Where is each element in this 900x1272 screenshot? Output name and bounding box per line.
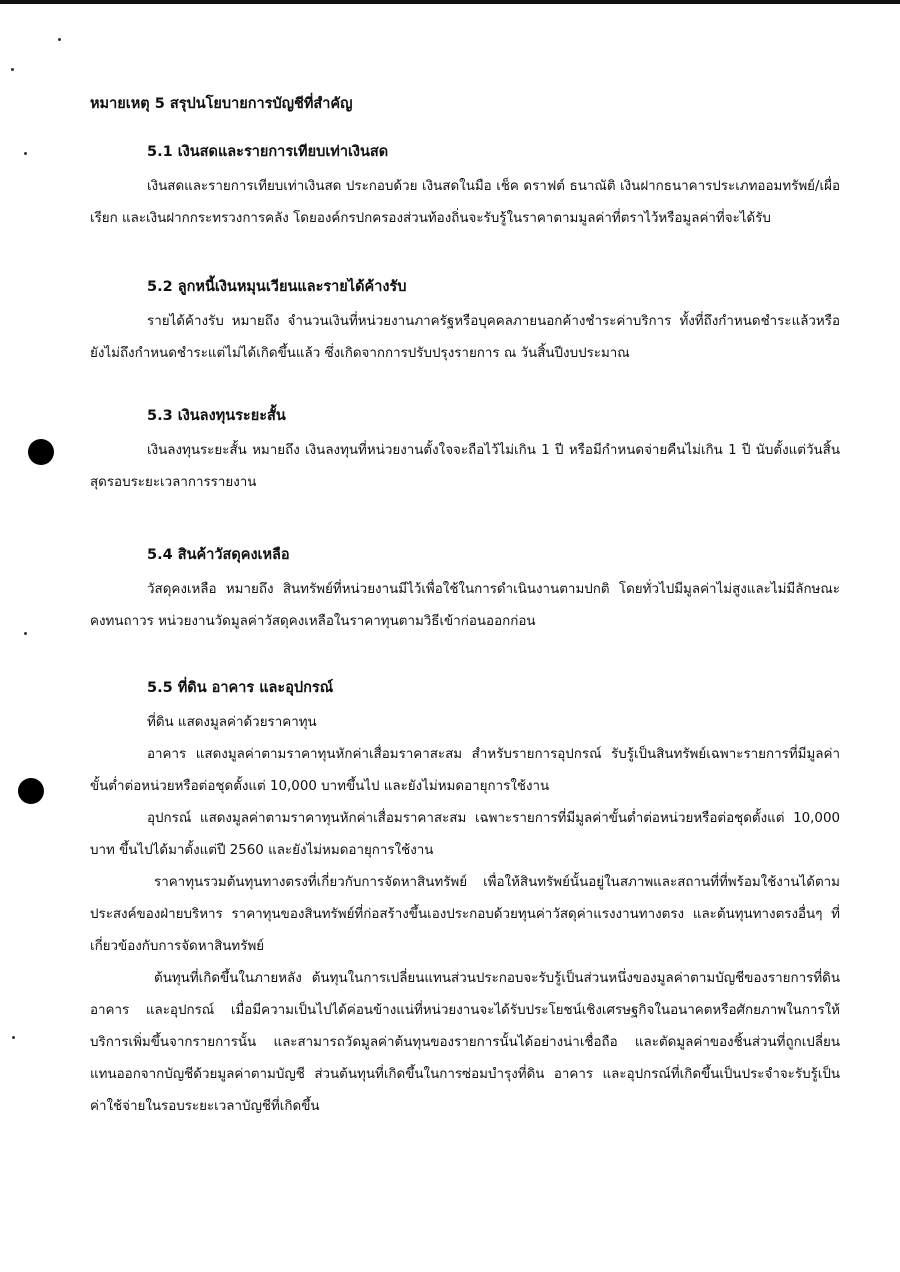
section-paragraph: ต้นทุนที่เกิดขึ้นในภายหลัง ต้นทุนในการเปลี่ยนแทนส่วนประกอบจะรับรู้เป็นส่วนหนึ่งของมูลค่าตามบัญชีของรายการที่ดิน อาคาร และอุปกรณ์ เมื่อมีความเป็นไปได้ค่อนข้างแน่ที่หน่วยงานจะได้รับประโยชน์เชิงเศรษฐกิจในอนาคตหรือศักยภาพในการให้บริการเพิ่มขึ้นจากรายการนั้น และสามารถวัดมูลค่าต้นทุนของรายการนั้นได้อย่างน่าเชื่อถือ และตัดมูลค่าของชิ้นส่วนที่ถูกเปลี่ยนแทนออกจากบัญชีด้วยมูลค่าตามบัญชี ส่วนต้นทุนที่เกิดขึ้นในการซ่อมบำรุงที่ดิน อาคาร และอุปกรณ์ที่เกิดขึ้นเป็นประจำจะรับรู้เป็นค่าใช้จ่ายในรอบระยะเวลาบัญชีที่เกิดขึ้น (90, 971, 840, 1114)
section-paragraph: ราคาทุนรวมต้นทุนทางตรงที่เกี่ยวกับการจัดหาสินทรัพย์ เพื่อให้สินทรัพย์นั้นอยู่ในสภาพและสถานที่ที่พร้อมใช้งานได้ตามประสงค์ของฝ่ายบริหาร ราคาทุนของสินทรัพย์ที่ก่อสร้างขึ้นเองประกอบด้วยทุนค่าวัสดุค่าแรงงานทางตรง และต้นทุนทางตรงอื่นๆ ที่เกี่ยวข้องกับการจัดหาสินทรัพย์ (90, 875, 840, 954)
document-page (90, 92, 840, 1123)
section-cash (90, 140, 840, 235)
scan-speck (58, 38, 61, 41)
scan-top-edge (0, 0, 900, 4)
section-heading: 5.3 เงินลงทุนระยะสั้น (147, 408, 286, 424)
scan-speck (24, 632, 27, 635)
section-short-term-investments (90, 404, 840, 499)
section-heading: 5.1 เงินสดและรายการเทียบเท่าเงินสด (147, 144, 389, 160)
section-paragraph: เงินลงทุนระยะสั้น หมายถึง เงินลงทุนที่หน่วยงานตั้งใจจะถือไว้ไม่เกิน 1 ปี หรือมีกำหนดจ่ายคืนไม่เกิน 1 ปี นับตั้งแต่วันสิ้นสุดรอบระยะเวลาการรายงาน (90, 443, 840, 490)
scan-speck (24, 152, 27, 155)
section-paragraph: วัสดุคงเหลือ หมายถึง สินทรัพย์ที่หน่วยงานมีไว้เพื่อใช้ในการดำเนินงานตามปกติ โดยทั่วไปมีมูลค่าไม่สูงและไม่มีลักษณะคงทนถาวร หน่วยงานวัดมูลค่าวัสดุคงเหลือในราคาทุนตามวิธีเข้าก่อนออกก่อน (90, 582, 840, 629)
section-paragraph: รายได้ค้างรับ หมายถึง จำนวนเงินที่หน่วยงานภาครัฐหรือบุคคลภายนอกค้างชำระค่าบริการ ทั้งที่ถึงกำหนดชำระแล้วหรือยังไม่ถึงกำหนดชำระแต่ไม่ได้เกิดขึ้นแล้ว ซึ่งเกิดจากการปรับปรุงรายการ ณ วันสิ้นปีงบประมาณ (90, 314, 840, 361)
note-title: หมายเหตุ 5 สรุปนโยบายการบัญชีที่สำคัญ (90, 96, 353, 112)
section-heading: 5.4 สินค้าวัสดุคงเหลือ (147, 547, 290, 563)
punch-hole-top (28, 439, 54, 465)
section-paragraph: เงินสดและรายการเทียบเท่าเงินสด ประกอบด้วย เงินสดในมือ เช็ค ดราฟต์ ธนาณัติ เงินฝากธนาคารประเภทออมทรัพย์/เผื่อเรียก และเงินฝากกระทรวงการคลัง โดยองค์กรปกครองส่วนท้องถิ่นจะรับรู้ในราคาตามมูลค่าที่ตราไว้หรือมูลค่าที่จะได้รับ (90, 179, 840, 226)
section-paragraph: อุปกรณ์ แสดงมูลค่าตามราคาทุนหักค่าเสื่อมราคาสะสม เฉพาะรายการที่มีมูลค่าขั้นต่ำต่อหน่วยหรือต่อชุดตั้งแต่ 10,000 บาท ขึ้นไปได้มาตั้งแต่ปี 2560 และยังไม่หมดอายุการใช้งาน (90, 811, 840, 858)
section-paragraph: อาคาร แสดงมูลค่าตามราคาทุนหักค่าเสื่อมราคาสะสม สำหรับรายการอุปกรณ์ รับรู้เป็นสินทรัพย์เฉพาะรายการที่มีมูลค่าขั้นต่ำต่อหน่วยหรือต่อชุดตั้งแต่ 10,000 บาทขึ้นไป และยังไม่หมดอายุการใช้งาน (90, 747, 840, 794)
section-paragraph: ที่ดิน แสดงมูลค่าด้วยราคาทุน (147, 715, 317, 730)
section-property-plant-equipment (90, 676, 840, 1123)
section-heading: 5.5 ที่ดิน อาคาร และอุปกรณ์ (147, 680, 334, 696)
section-inventory (90, 543, 840, 638)
scan-speck (11, 68, 14, 71)
section-receivables (90, 275, 840, 370)
section-heading: 5.2 ลูกหนี้เงินหมุนเวียนและรายได้ค้างรับ (147, 279, 407, 295)
punch-hole-bottom (18, 778, 44, 804)
scan-speck (12, 1036, 15, 1039)
